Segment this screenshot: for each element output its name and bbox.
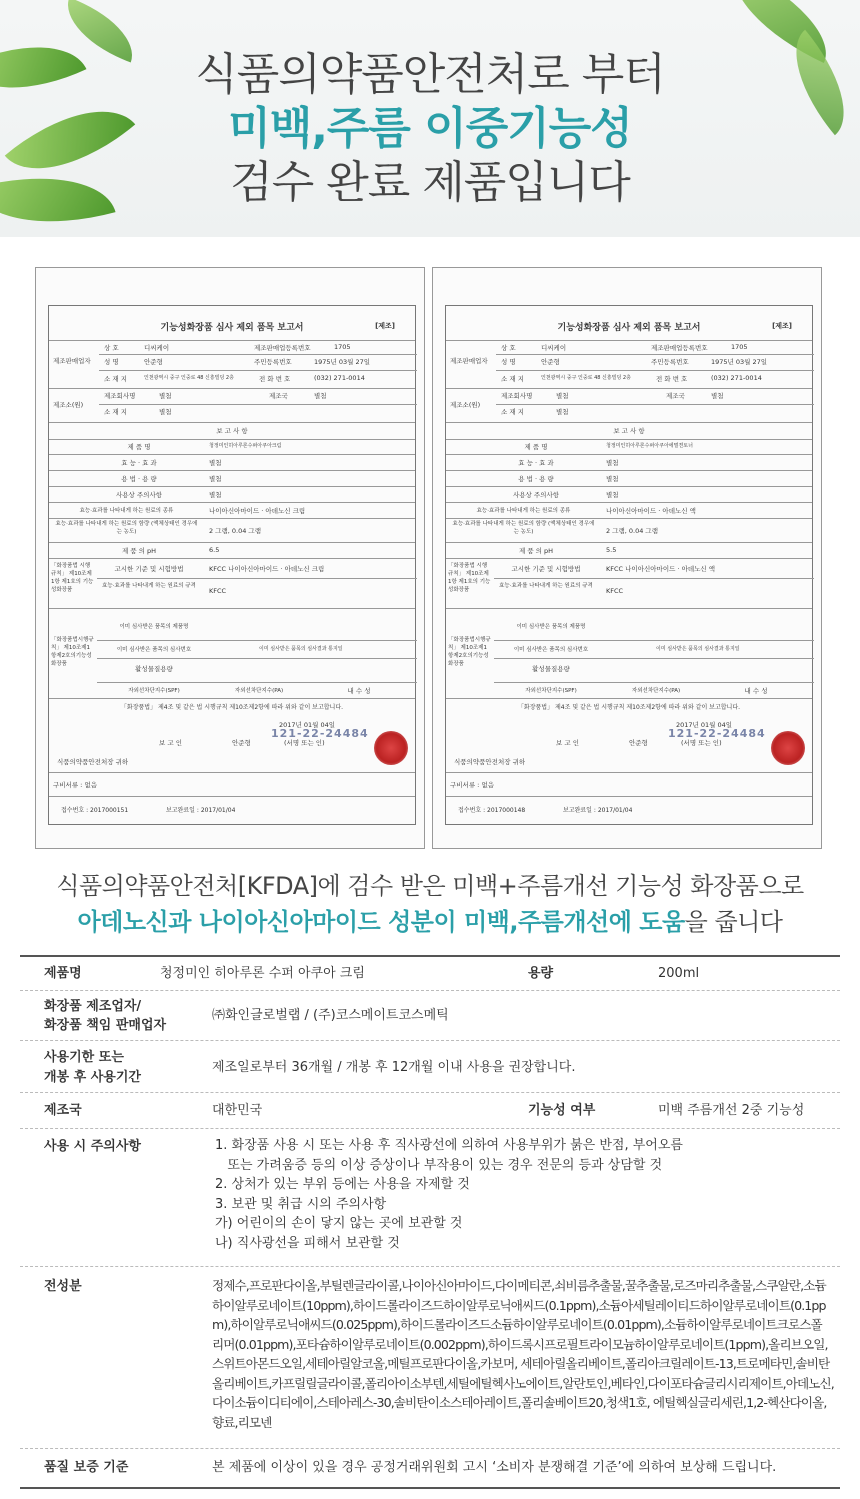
hero-line-3: 검수 완료 제품입니다 (230, 157, 630, 208)
spec-value: KFCC (209, 587, 227, 595)
birth-value: 1975년 03월 27일 (314, 358, 371, 366)
effect-label: 효 능 · 효 과 (121, 459, 157, 467)
caution-item: 2. 상처가 있는 부위 등에는 사용을 자제할 것 (215, 1177, 470, 1192)
std-value: KFCC 나이아신아마이드 · 아데노신 액 (606, 565, 716, 573)
product-value: 청정미인히아루론수퍼아쿠아크림 (209, 443, 282, 449)
product-name-value: 청정미인 히아루론 수퍼 아쿠아 크림 (160, 966, 365, 981)
pa-label: 자외선차단지수(PA) (631, 688, 681, 694)
table-row (20, 1041, 840, 1093)
effect-label: 효 능 · 효 과 (518, 459, 554, 467)
ingredient-line: 올리베이트,카프릴릴글라이콜,폴리아이소부텐,세틸에틸헥사노에이트,알란토인,베타인,다이포타슘글리시리제이트,아데노신, (212, 1375, 834, 1391)
reporter-label: 보 고 인 (159, 739, 182, 747)
country-value: 별첨 (711, 392, 724, 400)
phone-label: 전 화 번 호 (259, 375, 291, 383)
report-header: 보 고 사 항 (216, 427, 248, 435)
table-row (20, 1267, 840, 1449)
ingredient-line: 스위트아몬드오일,세테아릴알코올,메틸프로판다이올,카보머, 세테아릴올리베이트,폴리아크릴레이트-13,트로메타민,솔비탄 (212, 1356, 830, 1371)
expiry-label-1: 사용기한 또는 (44, 1050, 124, 1065)
group-label: 「화장품법시행규칙」 제10조제1항제2호의기능성 화장품 (51, 637, 94, 667)
country-label: 제조국 (269, 392, 288, 400)
ingr-value: 나이아신아마이드 · 아데노신 액 (606, 507, 696, 515)
volume-value: 200ml (658, 966, 700, 981)
std-label: 고시한 기준 및 시험방법 (511, 565, 581, 573)
report-header: 보 고 사 항 (613, 427, 645, 435)
country-label: 제조국 (44, 1103, 82, 1118)
group-label: 제조소(원) (53, 401, 84, 409)
attachment-label: 구비서류 : 없음 (53, 781, 97, 789)
ceo-value: 안준형 (541, 358, 560, 366)
sign-text: (서명 또는 인) (284, 739, 325, 747)
ceo-value: 안준형 (144, 358, 163, 366)
recipient: 식품의약품안전처장 귀하 (454, 758, 526, 766)
reg-value: 1705 (334, 343, 351, 351)
phone-value: (032) 271-0014 (314, 374, 365, 382)
certificate (432, 267, 822, 849)
company-value: 디씨케이 (541, 344, 567, 352)
prevno-label: 이미 심사받은 품목의 심사번호 (116, 647, 192, 653)
group-label: 「화장품법 시행규칙」 제10조제1항 제1호의 기능성화장품 (51, 563, 94, 593)
form-title: 기능성화장품 심사 제외 품목 보고서 (160, 323, 304, 333)
table-row (20, 1449, 840, 1487)
ingr-value: 나이아신아마이드 · 아데노신 크림 (209, 507, 306, 515)
water-label: 내 수 성 (347, 687, 371, 695)
amount-label: 효능·효과를 나타내게 하는 원료의 함량 (액체상태인 경우에는 농도) (452, 521, 595, 535)
subtitle-rest: 을 줍니다 (684, 908, 783, 936)
caution-value: 별첨 (209, 491, 222, 499)
official-seal (374, 731, 408, 765)
country-value: 대한민국 (212, 1103, 263, 1118)
certificates (35, 267, 825, 849)
law-text: 「화장품법」 제4조 및 같은 법 시행규칙 제10조제2항에 따라 위와 같이 보고합니다. (120, 704, 344, 711)
caution-item: 또는 가려움증 등의 이상 증상이나 부작용이 있는 경우 전문의 등과 상담할 것 (215, 1157, 663, 1173)
hero-banner (0, 0, 860, 237)
pa-label: 자외선차단지수(PA) (234, 688, 284, 694)
report-date: 2017년 01월 04일 (676, 721, 733, 729)
ingredients-list (212, 1276, 834, 1432)
product-info-table (20, 955, 840, 1489)
ingredient-line: 하이알루로네이트(10ppm),하이드롤라이즈드하이알루로닉애씨드(0.1ppm),소듐아세틸레이티드하이알루로네이트(0.1pp (212, 1297, 826, 1313)
stamp-number: 121-22-24484 (271, 727, 369, 740)
active-label: 활성물질용량 (135, 665, 173, 673)
prevres-label: 이미 심사받은 품목의 심사결과 통지일 (259, 646, 343, 652)
amount-value: 2 그램, 0.04 그램 (606, 527, 658, 535)
reg-label: 제조판매업등록번호 (254, 344, 311, 352)
birth-label: 주민등록번호 (651, 358, 689, 366)
subtitle-highlight: 아데노신과 나이아신아마이드 성분이 미백,주름개선에 도움 (77, 908, 685, 936)
birth-value: 1975년 03월 27일 (711, 358, 768, 366)
group-label: 제조소(원) (450, 401, 481, 409)
function-label: 기능성 여부 (528, 1103, 596, 1118)
std-value: KFCC 나이아신아마이드 · 아데노신 크림 (209, 565, 325, 573)
reporter-value: 안준형 (629, 739, 648, 747)
caution-item: 1. 화장품 사용 시 또는 사용 후 직사광선에 의하여 사용부위가 붉은 반점, 부어오름 (215, 1138, 683, 1153)
group-label: 「화장품법 시행규칙」 제10조제1항 제1호의 기능성화장품 (448, 563, 491, 593)
usage-value: 별첨 (606, 475, 619, 483)
company-value: 디씨케이 (144, 344, 170, 352)
product-name-label: 제품명 (44, 966, 82, 981)
ph-label: 제 품 의 pH (518, 547, 554, 555)
report-date: 2017년 01월 04일 (279, 721, 336, 729)
hero-line-1: 식품의약품안전처로 부터 (195, 49, 665, 100)
receipt-number: 접수번호 : 2017000151 (61, 807, 129, 814)
form-title: 기능성화장품 심사 제외 품목 보고서 (557, 323, 701, 333)
certificate (35, 267, 425, 849)
usage-label: 용 법 · 용 량 (121, 475, 157, 483)
maker-label-2: 화장품 책임 판매업자 (44, 1018, 167, 1033)
usage-label: 용 법 · 용 량 (518, 475, 554, 483)
receipt-number: 접수번호 : 2017000148 (458, 807, 526, 814)
ingredient-line: 리머(0.01ppm),포타슘하이알루로네이트(0.002ppm),하이드록시프로필트라이모늄하이알루로네이트(1ppm),올리브오일, (212, 1336, 828, 1352)
addr2-value: 별첨 (159, 408, 172, 416)
ingredient-line: 다이소듐이디티에이,스테아레스-30,솔비탄이소스테아레이트,폴리솔베이트20,청색1호, 에틸헥실글리세린,1,2-헥산다이올, (212, 1395, 827, 1410)
reporter-label: 보 고 인 (556, 739, 579, 747)
function-value: 미백 주름개선 2중 기능성 (658, 1103, 805, 1118)
addr-label: 소 재 지 (104, 408, 127, 416)
caution-list (215, 1136, 683, 1253)
country-label: 제조국 (666, 392, 685, 400)
prevno-label: 이미 심사받은 품목의 심사번호 (513, 647, 589, 653)
report-form (48, 305, 416, 825)
expiry-label-2: 개봉 후 사용기간 (44, 1070, 141, 1085)
maker-label: 제조회사명 (104, 392, 136, 400)
phone-value: (032) 271-0014 (711, 374, 762, 382)
caution-item: 나) 직사광선을 피해서 보관할 것 (215, 1235, 400, 1251)
subtitle-line-2 (0, 902, 860, 937)
name-label: 상 호 (501, 344, 516, 352)
caution-value: 별첨 (606, 491, 619, 499)
completion-date: 보고완료일 : 2017/01/04 (563, 807, 633, 814)
ph-value: 6.5 (209, 546, 220, 554)
stamp-number: 121-22-24484 (668, 727, 766, 740)
recipient: 식품의약품안전처장 귀하 (57, 758, 129, 766)
ceo-label: 성 명 (104, 358, 119, 366)
std-label: 고시한 기준 및 시험방법 (114, 565, 184, 573)
table-row (20, 1129, 840, 1267)
form-tag: [제조] (772, 322, 792, 330)
maker-value: ㈜화인글로벌랩 / (주)코스메이트코스메틱 (212, 1008, 449, 1023)
ingredient-line: 향료,리모넨 (212, 1414, 272, 1430)
caution-item: 3. 보관 및 취급 시의 주의사항 (215, 1196, 387, 1212)
spec-label: 효능·효과를 나타내게 하는 원료의 규격 (102, 583, 196, 589)
ingredient-line: m),하이알루로닉애씨드(0.025ppm),하이드롤라이즈드소듐하이알루로네이트(0.01ppm),소듐하이알루로네이트크로스폴 (212, 1317, 822, 1332)
country-value: 별첨 (314, 392, 327, 400)
prevres-label: 이미 심사받은 품목의 심사결과 통지일 (656, 646, 740, 652)
hero-line-2: 미백,주름 이중기능성 (228, 103, 632, 154)
maker-value: 별첨 (159, 392, 172, 400)
attachment-label: 구비서류 : 없음 (450, 781, 494, 789)
ingredients-label: 전성분 (44, 1279, 82, 1294)
effect-value: 별첨 (606, 459, 619, 467)
name-label: 상 호 (104, 344, 119, 352)
group-label: 제조판매업자 (53, 357, 91, 365)
address-value: 인천광역시 중구 인중로 48 신흥빌딩 2층 (541, 375, 631, 381)
subtitle-line-1: 식품의약품안전처[KFDA]에 검수 받은 미백+주름개선 기능성 화장품으로 (56, 872, 804, 900)
phone-label: 전 화 번 호 (656, 375, 688, 383)
reg-label: 제조판매업등록번호 (651, 344, 708, 352)
caution-item: 가) 어린이의 손이 닿지 않는 곳에 보관할 것 (215, 1216, 463, 1231)
product-value: 청정미인히아루론수퍼아쿠아에멀젼토너 (606, 443, 693, 449)
expiry-value: 제조일로부터 36개월 / 개봉 후 12개월 이내 사용을 권장합니다. (212, 1060, 576, 1075)
ingr-label: 효능·효과를 나타내게 하는 원료의 종류 (476, 508, 571, 514)
ceo-label: 성 명 (501, 358, 516, 366)
addr-label: 소 재 지 (501, 408, 524, 416)
caution-label: 사용 시 주의사항 (44, 1139, 141, 1154)
maker-label-1: 화장품 제조업자/ (44, 999, 142, 1014)
spf-label: 자외선차단지수(SPF) (525, 688, 577, 694)
report-form (445, 305, 813, 825)
birth-label: 주민등록번호 (254, 358, 292, 366)
ph-value: 5.5 (606, 546, 617, 554)
maker-label: 제조회사명 (501, 392, 533, 400)
addr-label: 소 재 지 (501, 375, 524, 383)
ph-label: 제 품 의 pH (121, 547, 157, 555)
ingr-label: 효능·효과를 나타내게 하는 원료의 종류 (79, 508, 174, 514)
form-tag: [제조] (375, 322, 395, 330)
usage-value: 별첨 (209, 475, 222, 483)
amount-value: 2 그램, 0.04 그램 (209, 527, 261, 535)
prev-label: 이미 심사받은 품목의 제품명 (516, 624, 586, 630)
caution-label: 사용상 주의사항 (115, 491, 163, 499)
official-seal (771, 731, 805, 765)
ingredient-line: 정제수,프로판다이올,부틸렌글라이콜,나이아신아마이드,다이메티콘,쇠비름추출물,꿀추출물,로즈마리추출물,스쿠알란,소듐 (212, 1278, 826, 1293)
completion-date: 보고완료일 : 2017/01/04 (166, 807, 236, 814)
spf-label: 자외선차단지수(SPF) (128, 688, 180, 694)
spec-label: 효능·효과를 나타내게 하는 원료의 규격 (499, 583, 593, 589)
quality-value: 본 제품에 이상이 있을 경우 공정거래위원회 고시 ‘소비자 분쟁해결 기준’에 의하여 보상해 드립니다. (212, 1460, 777, 1475)
table-row (20, 957, 840, 991)
address-value: 인천광역시 중구 인중로 48 신흥빌딩 2층 (144, 375, 234, 381)
product-label: 제 품 명 (127, 443, 151, 451)
caution-label: 사용상 주의사항 (512, 491, 560, 499)
addr-label: 소 재 지 (104, 375, 127, 383)
amount-label: 효능·효과를 나타내게 하는 원료의 함량 (액체상태인 경우에는 농도) (55, 521, 198, 535)
product-label: 제 품 명 (524, 443, 548, 451)
effect-value: 별첨 (209, 459, 222, 467)
maker-value: 별첨 (556, 392, 569, 400)
sign-text: (서명 또는 인) (681, 739, 722, 747)
addr2-value: 별첨 (556, 408, 569, 416)
table-row (20, 1093, 840, 1129)
water-label: 내 수 성 (744, 687, 768, 695)
prev-label: 이미 심사받은 품목의 제품명 (119, 624, 189, 630)
reg-value: 1705 (731, 343, 748, 351)
table-row (20, 991, 840, 1041)
group-label: 「화장품법시행규칙」 제10조제1항제2호의기능성 화장품 (448, 637, 491, 667)
volume-label: 용량 (528, 966, 554, 981)
group-label: 제조판매업자 (450, 357, 488, 365)
active-label: 활성물질용량 (532, 665, 570, 673)
quality-label: 품질 보증 기준 (44, 1460, 129, 1475)
reporter-value: 안준형 (232, 739, 251, 747)
spec-value: KFCC (606, 587, 624, 595)
law-text: 「화장품법」 제4조 및 같은 법 시행규칙 제10조제2항에 따라 위와 같이 보고합니다. (517, 704, 741, 711)
